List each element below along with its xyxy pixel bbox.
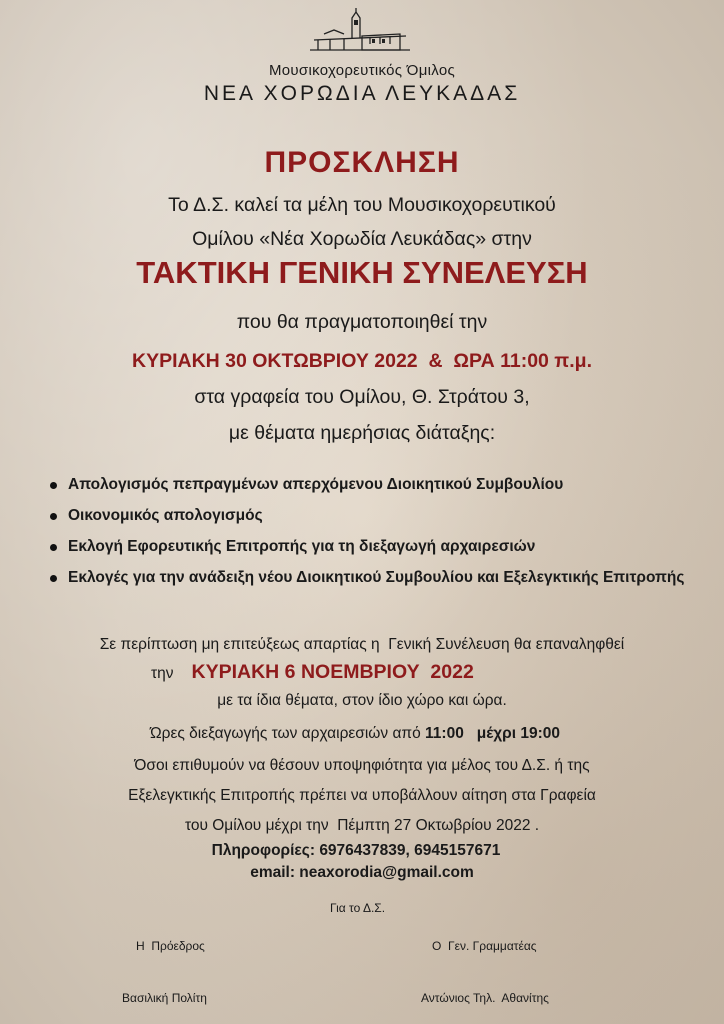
quorum-note: Σε περίπτωση μη επιτεύξεως απαρτίας η Γενική Συνέλευση θα επαναληφθεί xyxy=(99,636,625,653)
agenda-item: Οικονομικός απολογισμός xyxy=(50,505,684,536)
president-name: Βασιλική Πολίτη xyxy=(122,991,207,1005)
agenda-item: Εκλογή Εφορευτικής Επιτροπής για τη διεξαγωγή αρχαιρεσιών xyxy=(50,536,684,567)
candidacy-line-2: Εξελεγκτικής Επιτροπής πρέπει να υποβάλλουν αίτηση στα Γραφεία xyxy=(128,787,596,804)
invitation-title: ΠΡΟΣΚΛΗΣΗ xyxy=(264,146,460,179)
organization-subtitle: Μουσικοχορευτικός Όμιλος xyxy=(268,62,456,79)
agenda-list xyxy=(50,474,684,598)
repeat-date: ΚΥΡΙΑΚΗ 6 ΝΟΕΜΒΡΙΟΥ 2022 xyxy=(191,661,474,683)
hours-from: 11:00 xyxy=(425,725,464,742)
intro-line-2: Ομίλου «Νέα Χορωδία Λευκάδας» στην xyxy=(192,228,532,250)
agenda-intro: με θέματα ημερήσιας διάταξης: xyxy=(228,422,496,444)
bullet-icon xyxy=(50,575,57,582)
will-take-place-text: που θα πραγματοποιηθεί την xyxy=(236,311,488,333)
intro-line-1: Το Δ.Σ. καλεί τα μέλη του Μουσικοχορευτικού xyxy=(168,194,556,216)
bullet-icon xyxy=(50,544,57,551)
election-hours xyxy=(0,725,717,743)
for-board-label: Για το Δ.Σ. xyxy=(330,901,386,915)
secretary-title: Ο Γεν. Γραμματέας xyxy=(432,939,537,953)
president-title: Η Πρόεδρος xyxy=(136,939,205,953)
contact-phones: Πληροφορίες: 6976437839, 6945157671 xyxy=(211,842,501,859)
bullet-icon xyxy=(50,513,57,520)
secretary-name: Αντώνιος Τηλ. Αθανίτης xyxy=(421,991,549,1005)
repeat-date-row xyxy=(151,661,474,684)
repeat-prefix: την xyxy=(151,665,174,682)
same-topics-note: με τα ίδια θέματα, στον ίδιο χώρο και ώρα. xyxy=(217,692,507,709)
agenda-item: Απολογισμός πεπραγμένων απερχόμενου Διοικητικού Συμβουλίου xyxy=(50,474,684,505)
bullet-icon xyxy=(50,482,57,489)
assembly-title: ΤΑΚΤΙΚΗ ΓΕΝΙΚΗ ΣΥΝΕΛΕΥΣΗ xyxy=(136,255,588,290)
organization-name: ΝΕΑ ΧΟΡΩΔΙΑ ΛΕΥΚΑΔΑΣ xyxy=(203,82,521,105)
church-building-icon xyxy=(300,6,420,56)
agenda-item: Εκλογές για την ανάδειξη νέου Διοικητικού Συμβουλίου και Εξελεγκτικής Επιτροπής xyxy=(50,567,684,598)
assembly-location: στα γραφεία του Ομίλου, Θ. Στράτου 3, xyxy=(194,386,530,408)
hours-prefix: Ώρες διεξαγωγής των αρχαιρεσιών από xyxy=(149,725,421,742)
contact-email: email: neaxorodia@gmail.com xyxy=(250,864,474,881)
candidacy-line-1: Όσοι επιθυμούν να θέσουν υποψηφιότητα για μέλος του Δ.Σ. ή της xyxy=(134,757,590,774)
candidacy-line-3: του Ομίλου μέχρι την Πέμπτη 27 Οκτωβρίου 2022 . xyxy=(184,817,540,834)
assembly-date-time: ΚΥΡΙΑΚΗ 30 ΟΚΤΩΒΡΙΟΥ 2022 & ΩΡΑ 11:00 π.μ. xyxy=(131,350,593,372)
hours-until: μέχρι 19:00 xyxy=(476,725,561,742)
